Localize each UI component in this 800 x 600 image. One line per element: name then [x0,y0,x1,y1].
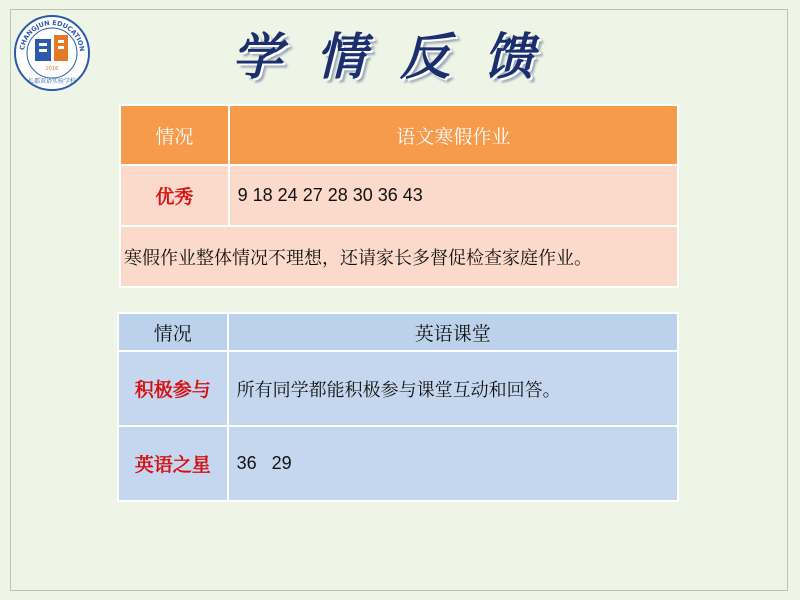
page-title: 学情反馈 [232,28,568,86]
header-situation: 情况 [118,313,228,351]
school-logo [12,13,92,93]
table-header-row [118,313,678,351]
header-situation: 情况 [120,105,229,165]
chinese-homework-table [119,104,679,288]
logo-arc-text: CHANGJUN EDUCATION [18,18,87,52]
table-row [118,426,678,501]
header-english-class: 英语课堂 [228,313,678,351]
table-row-note [120,226,678,287]
row-label-english-star: 英语之星 [118,426,228,501]
slide-frame [10,9,788,591]
row-value-participation: 所有同学都能积极参与课堂互动和回答。 [228,351,678,426]
english-class-table [117,312,679,502]
row-label-active-participation: 积极参与 [118,351,228,426]
table-row [118,351,678,426]
table-row [120,165,678,226]
header-chinese-homework: 语文寒假作业 [229,105,678,165]
row-value-excellent-numbers: 9 18 24 27 28 30 36 43 [229,165,678,226]
logo-year: 2016 [45,66,59,72]
table-header-row [120,105,678,165]
row-value-english-star-numbers: 36 29 [228,426,678,501]
logo-bottom-text: 长郡双语实验学校 [27,78,77,85]
homework-note: 寒假作业整体情况不理想，还请家长多督促检查家庭作业。 [120,226,678,287]
row-label-excellent: 优秀 [120,165,229,226]
